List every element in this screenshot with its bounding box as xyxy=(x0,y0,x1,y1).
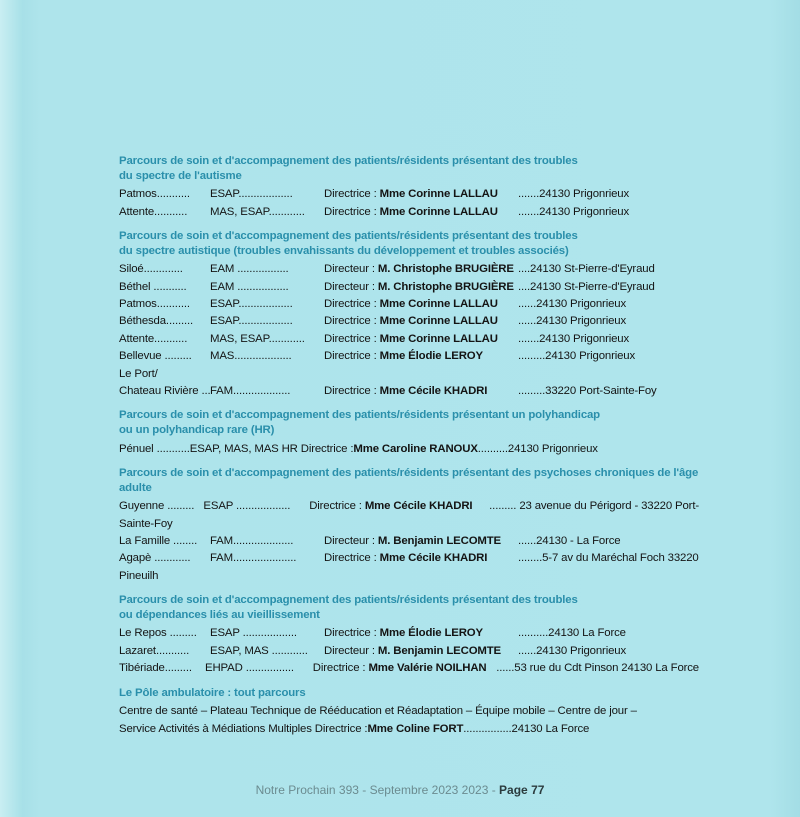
section-entries xyxy=(119,261,699,400)
entry-row xyxy=(119,550,699,567)
facility-type: MAS, ESAP............ xyxy=(210,332,305,345)
heading-line: du spectre de l'autisme xyxy=(119,169,242,182)
address: ................24130 La Force xyxy=(463,722,590,735)
director-role: Directrice : xyxy=(324,188,380,201)
entry-continuation: Sainte-Foy xyxy=(119,517,173,530)
facility-type: MAS................... xyxy=(210,350,292,363)
director xyxy=(324,625,518,642)
director-role: Directrice : xyxy=(324,627,380,640)
address: .........33220 Port-Sainte-Foy xyxy=(518,385,657,398)
facility-type: ESAP, MAS ............ xyxy=(210,644,308,657)
page-number: Page 77 xyxy=(499,783,545,797)
heading-line: Parcours de soin et d'accompagnement des patients/résidents présentant des psychoses chroniques de l'âge adulte xyxy=(119,467,699,494)
address: ......24130 Prigonrieux xyxy=(518,644,626,657)
heading-line: ou dépendances liés au vieillissement xyxy=(119,608,320,621)
facility-type: EAM ................. xyxy=(210,263,289,276)
director-role: Directrice : xyxy=(324,552,380,565)
director-name: M. Benjamin LECOMTE xyxy=(377,644,501,657)
director-role: Directrice : xyxy=(312,662,369,675)
director-role: Directeur : xyxy=(324,535,378,548)
facility-type: FAM..................... xyxy=(210,552,297,565)
director xyxy=(324,279,518,296)
entry-continuation: Pineuilh xyxy=(119,569,159,582)
address: ......24130 Prigonrieux xyxy=(518,298,626,310)
facility-name: Patmos........... xyxy=(119,188,190,201)
section xyxy=(119,154,699,221)
facility-name: Chateau Rivière ... xyxy=(119,385,210,398)
section xyxy=(119,466,699,585)
director-name: Mme Corinne LALLAU xyxy=(379,205,498,218)
section-entries xyxy=(119,625,699,677)
facility-type: EAM ................. xyxy=(210,280,289,293)
director-role: Directrice : xyxy=(324,350,380,363)
facility-type: ESAP .................. xyxy=(210,627,297,640)
section-entries xyxy=(119,703,699,738)
facility-name: Agapè ............ xyxy=(119,552,191,565)
director xyxy=(324,313,518,330)
heading-line: du spectre autistique (troubles envahissants du développement et troubles associés) xyxy=(119,244,569,257)
address: .......24130 Prigonrieux xyxy=(518,332,630,345)
director xyxy=(313,660,496,677)
facility-name: La Famille ........ xyxy=(119,535,198,548)
entry-row xyxy=(119,625,699,642)
address: ....24130 St-Pierre-d'Eyraud xyxy=(518,280,655,293)
director-name: M. Christophe BRUGIÈRE xyxy=(377,280,514,293)
section xyxy=(119,686,699,738)
entry-row xyxy=(119,186,699,203)
director-name: Mme Cécile KHADRI xyxy=(379,552,488,565)
director-name: Mme Cécile KHADRI xyxy=(364,500,473,513)
address: ..........24130 Prigonrieux xyxy=(477,442,598,455)
entry-row xyxy=(119,533,699,550)
address: ......53 rue du Cdt Pinson 24130 La Force xyxy=(496,662,699,675)
binding-shadow xyxy=(0,0,22,817)
director-name: Mme Cécile KHADRI xyxy=(379,385,488,398)
director-role: Directrice : xyxy=(324,205,380,218)
entry-row xyxy=(119,441,699,458)
facility-name: Attente........... xyxy=(119,205,188,218)
heading-line: Le Pôle ambulatoire : tout parcours xyxy=(119,686,306,699)
entry-text: Pénuel ...........ESAP, MAS, MAS HR Directrice : xyxy=(119,442,354,455)
section-entries xyxy=(119,441,699,458)
facility-type: ESAP.................. xyxy=(210,188,293,201)
director xyxy=(324,643,518,660)
section-heading xyxy=(119,466,699,495)
director-role: Directrice : xyxy=(324,332,380,345)
facility-name: Lazaret........... xyxy=(119,644,190,657)
entry-row xyxy=(119,261,699,278)
section xyxy=(119,408,699,458)
address: .......24130 Prigonrieux xyxy=(518,205,630,218)
director-name: Mme Valérie NOILHAN xyxy=(368,662,487,675)
director xyxy=(324,383,518,400)
facility-type: FAM................... xyxy=(210,385,291,398)
address: ..........24130 La Force xyxy=(518,627,626,640)
facility-name: Attente........... xyxy=(119,332,188,345)
entry-row xyxy=(119,296,699,313)
facility-name: Guyenne ......... xyxy=(119,500,195,513)
director-role: Directrice : xyxy=(324,385,380,398)
director xyxy=(309,498,489,515)
entry-row xyxy=(119,660,699,677)
footer-text: Notre Prochain 393 - Septembre 2023 2023 - xyxy=(255,783,500,797)
director-role: Directrice : xyxy=(324,315,380,328)
facility-name: Siloé............. xyxy=(119,263,183,276)
facility-name: Patmos........... xyxy=(119,298,190,310)
facility-name: Béthel ........... xyxy=(119,280,187,293)
address: .......24130 Prigonrieux xyxy=(518,188,630,201)
section-heading xyxy=(119,408,699,437)
heading-line: Parcours de soin et d'accompagnement des patients/résidents présentant un polyhandicap xyxy=(119,409,600,422)
heading-line: Parcours de soin et d'accompagnement des patients/résidents présentant des troubles xyxy=(119,594,578,607)
heading-line: Parcours de soin et d'accompagnement des patients/résidents présentant des troubles xyxy=(119,155,578,167)
section-heading xyxy=(119,686,699,701)
facility-type: ESAP.................. xyxy=(210,298,293,310)
director-role: Directeur : xyxy=(324,644,378,657)
page-footer xyxy=(0,783,800,797)
facility-type: MAS, ESAP............ xyxy=(210,205,305,218)
entry-text: Service Activités à Médiations Multiples Directrice : xyxy=(119,722,368,735)
section-entries xyxy=(119,186,699,221)
heading-line: ou un polyhandicap rare (HR) xyxy=(119,424,275,437)
director-name: M. Christophe BRUGIÈRE xyxy=(377,263,514,276)
director xyxy=(324,296,518,313)
address: ........5-7 av du Maréchal Foch 33220 xyxy=(518,552,699,565)
address: ......... 23 avenue du Périgord - 33220 Port- xyxy=(489,500,699,513)
address: ......24130 - La Force xyxy=(518,535,621,548)
director xyxy=(324,261,518,278)
section-heading xyxy=(119,593,699,622)
address: ......24130 Prigonrieux xyxy=(518,315,626,328)
director xyxy=(324,533,518,550)
entry-continuation: Le Port/ xyxy=(119,367,158,380)
director-name: Mme Élodie LEROY xyxy=(379,627,483,640)
director-role: Directrice : xyxy=(324,298,380,310)
director-name: Mme Corinne LALLAU xyxy=(379,298,498,310)
section xyxy=(119,229,699,400)
address: .........24130 Prigonrieux xyxy=(518,350,636,363)
entry-row xyxy=(119,643,699,660)
facility-type: FAM.................... xyxy=(210,535,294,548)
facility-name: Bellevue ......... xyxy=(119,350,192,363)
address: ....24130 St-Pierre-d'Eyraud xyxy=(518,263,655,276)
director-role: Directeur : xyxy=(324,263,378,276)
director-name: Mme Élodie LEROY xyxy=(379,350,483,363)
entry-row xyxy=(119,279,699,296)
section-heading xyxy=(119,154,699,183)
director xyxy=(324,550,518,567)
facility-name: Tibériade......... xyxy=(119,662,192,675)
director-role: Directeur : xyxy=(324,280,378,293)
director-name: Mme Corinne LALLAU xyxy=(379,315,498,328)
entry-row xyxy=(119,331,699,348)
section-entries xyxy=(119,498,699,585)
director-name: Mme Corinne LALLAU xyxy=(379,332,498,345)
entry-row xyxy=(119,204,699,221)
director-role: Directrice : xyxy=(309,500,365,513)
director xyxy=(324,331,518,348)
directory-list xyxy=(119,154,699,738)
director-name: M. Benjamin LECOMTE xyxy=(377,535,501,548)
entry-row xyxy=(119,721,699,738)
facility-type: ESAP.................. xyxy=(210,315,293,328)
director xyxy=(324,348,518,365)
director-name: Mme Caroline RANOUX xyxy=(353,442,478,455)
heading-line: Parcours de soin et d'accompagnement des patients/résidents présentant des troubles xyxy=(119,230,578,242)
director xyxy=(324,186,518,203)
entry-row xyxy=(119,383,699,400)
facility-name: Le Repos ......... xyxy=(119,627,197,640)
director xyxy=(324,204,518,221)
facility-type: ESAP .................. xyxy=(203,500,291,513)
facility-name: Béthesda......... xyxy=(119,315,194,328)
entry-row xyxy=(119,498,699,515)
director-name: Mme Coline FORT xyxy=(367,722,464,735)
section-heading xyxy=(119,229,699,258)
director-name: Mme Corinne LALLAU xyxy=(379,188,498,201)
entry-row xyxy=(119,348,699,365)
entry-text: Centre de santé – Plateau Technique de Rééducation et Réadaptation – Équipe mobile – Centre de jour – xyxy=(119,705,637,718)
entry-row xyxy=(119,313,699,330)
section xyxy=(119,593,699,677)
facility-type: EHPAD ................ xyxy=(205,662,294,675)
